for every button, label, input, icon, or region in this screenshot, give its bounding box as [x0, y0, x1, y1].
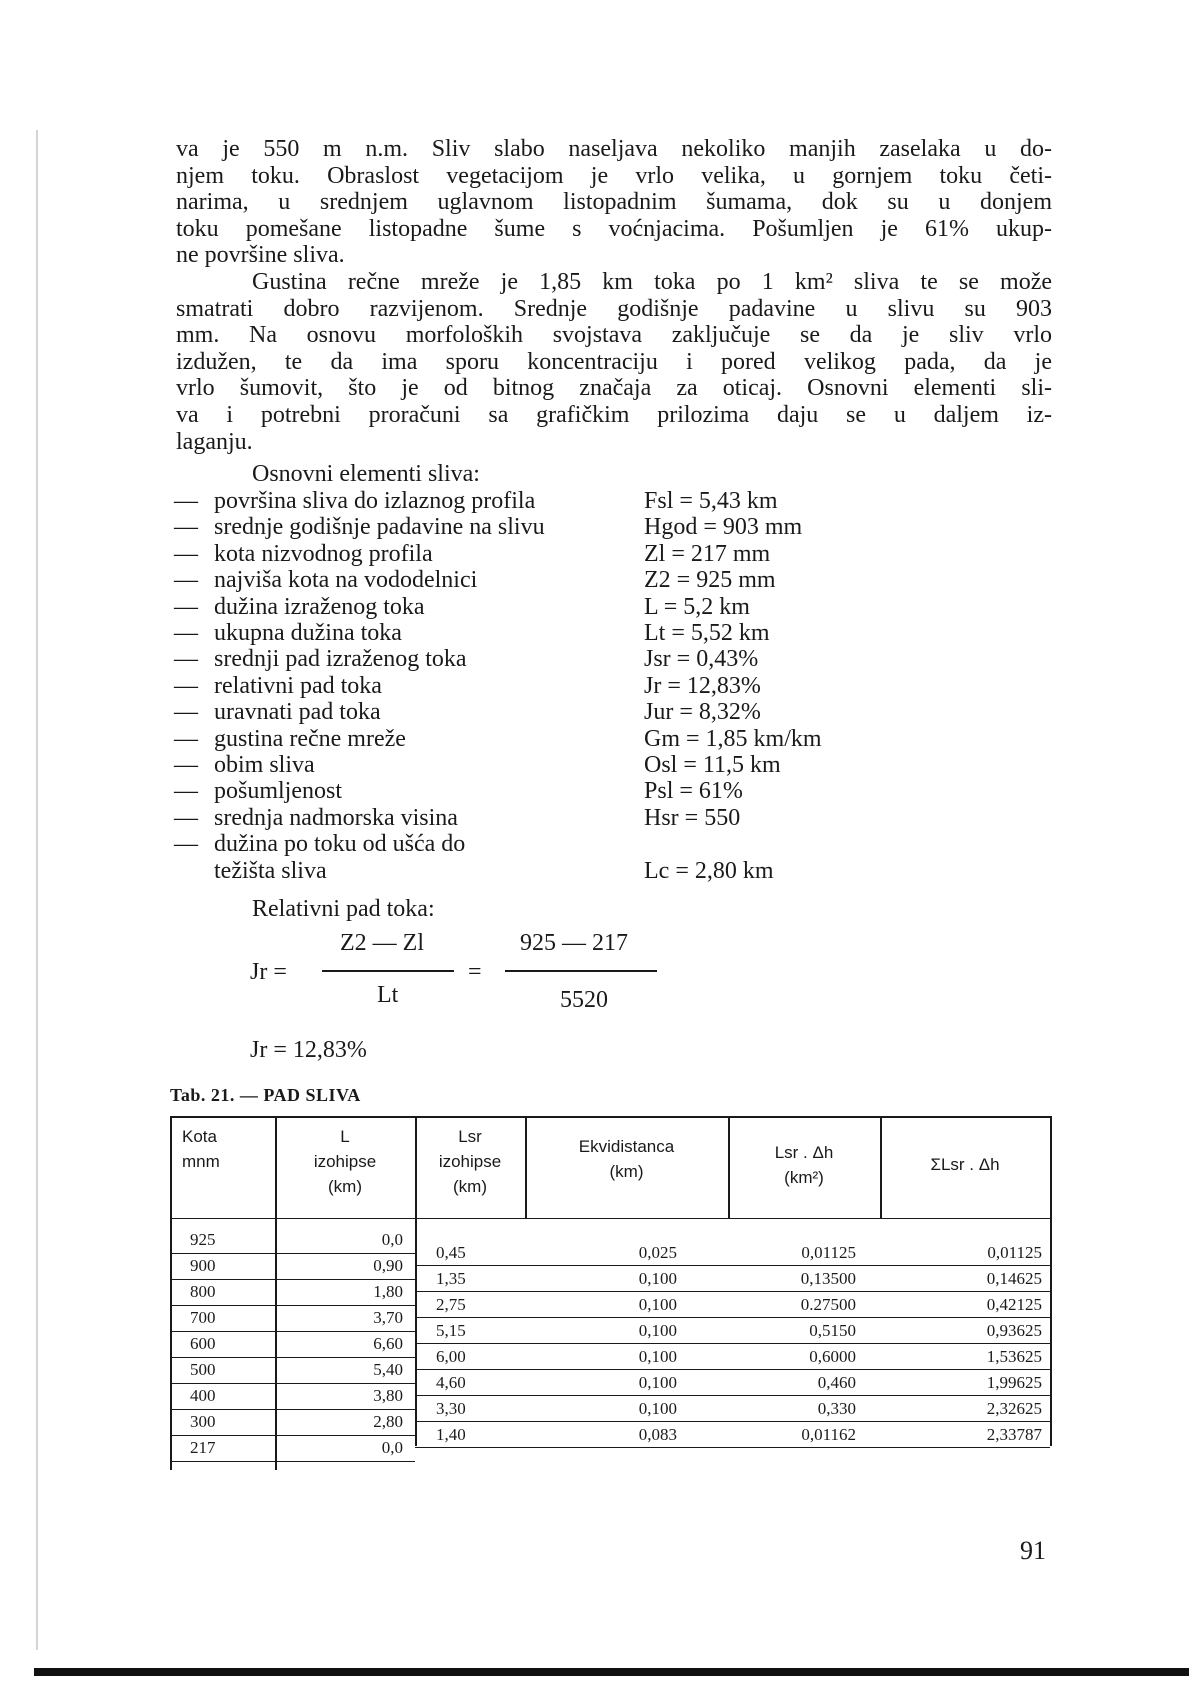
element-label: gustina rečne mreže: [214, 725, 406, 752]
sum-lsr-dh-cell: 0,14625: [986, 1269, 1042, 1288]
ekvidistanca-cell: 0,100: [638, 1269, 677, 1288]
text-line: toku pomešane listopadne šume s voćnjacima. Pošumljen je 61% ukup-: [176, 215, 1052, 242]
lsr-cell: 6,00: [436, 1347, 466, 1366]
dash-bullet: —: [174, 593, 198, 620]
element-value: Hsr = 550: [644, 804, 741, 831]
formula-result: Jr = 12,83%: [250, 1037, 367, 1063]
dash-bullet: —: [174, 646, 198, 673]
dash-bullet: —: [174, 699, 198, 726]
lsr-dh-cell: 0,330: [817, 1399, 856, 1418]
sum-lsr-dh-cell: 2,33787: [986, 1425, 1042, 1444]
page-number: 91: [1020, 1536, 1046, 1565]
col-border: [1050, 1116, 1052, 1446]
kota-cell: 800: [190, 1282, 216, 1301]
fraction-bar-1: [322, 970, 454, 972]
scan-edge-bar: [34, 1668, 1189, 1676]
kota-cell: 925: [190, 1230, 216, 1249]
element-value: Fsl = 5,43 km: [644, 488, 778, 514]
sum-lsr-dh-cell: 1,99625: [986, 1373, 1042, 1392]
element-value: Jsr = 0,43%: [644, 646, 759, 673]
lsr-cell: 2,75: [436, 1295, 466, 1314]
formula-heading: Relativni pad toka:: [252, 896, 435, 922]
sum-lsr-dh-cell: 2,32625: [986, 1399, 1042, 1418]
lsr-dh-cell: 0,460: [817, 1373, 856, 1392]
element-value: Jr = 12,83%: [644, 672, 761, 699]
kota-cell: 700: [190, 1308, 216, 1327]
element-item: [174, 673, 382, 699]
dash-bullet: —: [174, 514, 198, 541]
element-value: Lt = 5,52 km: [644, 620, 770, 646]
l-izohipse-cell: 3,70: [373, 1308, 403, 1327]
text-line: njem toku. Obraslost vegetacijom je vrlo velika, u gornjem toku četi-: [176, 162, 1052, 189]
l-izohipse-cell: 2,80: [373, 1412, 403, 1431]
sum-lsr-dh-cell: 1,53625: [986, 1347, 1042, 1366]
kota-cell: 900: [190, 1256, 216, 1275]
element-item: [174, 805, 458, 831]
row-border: [415, 1291, 1050, 1292]
text-line: ne površine sliva.: [176, 242, 345, 269]
formula-denominator-2: 5520: [560, 987, 608, 1013]
table-caption: Tab. 21. — PAD SLIVA: [170, 1085, 361, 1105]
lsr-cell: 0,45: [436, 1243, 466, 1262]
formula-numerator-1: Z2 — Zl: [340, 930, 424, 956]
kota-cell: 500: [190, 1360, 216, 1379]
l-izohipse-cell: 0,90: [373, 1256, 403, 1275]
lsr-dh-cell: 0.27500: [800, 1295, 856, 1314]
element-item: [174, 646, 467, 672]
element-value: Osl = 11,5 km: [644, 752, 781, 778]
lsr-cell: 4,60: [436, 1373, 466, 1392]
text-line: laganju.: [176, 428, 253, 455]
element-label: površina sliva do izlaznog profila: [214, 488, 536, 514]
formula-denominator-1: Lt: [377, 982, 399, 1008]
element-label: uravnati pad toka: [214, 699, 381, 726]
ekvidistanca-cell: 0,100: [638, 1399, 677, 1418]
table-header-cell: (km): [609, 1162, 644, 1181]
table-header-cell: (km): [328, 1177, 362, 1196]
element-item: [174, 778, 342, 804]
element-label: obim sliva: [214, 752, 315, 778]
kota-cell: 400: [190, 1386, 216, 1405]
table-header-cell: L: [340, 1127, 350, 1146]
kota-cell: 600: [190, 1334, 216, 1353]
elements-heading: Osnovni elementi sliva:: [252, 461, 480, 487]
lsr-dh-cell: 0,01125: [801, 1243, 856, 1262]
element-item: [174, 488, 535, 514]
table-header-cell: Lsr: [458, 1127, 482, 1146]
element-label-continuation: težišta sliva: [214, 857, 327, 884]
text-line: va i potrebni proračuni sa grafičkim prilozima daju se u daljem iz-: [176, 401, 1052, 428]
text-line: narima, u srednjem uglavnom listopadnim šumama, dok su u donjem: [176, 189, 1052, 216]
intro-paragraph: [176, 136, 1052, 269]
sum-lsr-dh-cell: 0,01125: [987, 1243, 1042, 1262]
lsr-cell: 3,30: [436, 1399, 466, 1418]
dash-bullet: —: [174, 778, 198, 805]
dash-bullet: —: [174, 752, 198, 778]
lsr-dh-cell: 0,13500: [800, 1269, 856, 1288]
dash-bullet: —: [174, 567, 198, 594]
element-label: srednje godišnje padavine na slivu: [214, 514, 545, 541]
ekvidistanca-cell: 0,100: [638, 1295, 677, 1314]
dash-bullet: —: [174, 804, 198, 831]
row-border: [415, 1369, 1050, 1370]
table-header-cell: ΣLsr . Δh: [930, 1155, 1000, 1174]
element-item: [174, 620, 402, 646]
text-line: Gustina rečne mreže je 1,85 km toka po 1 km² sliva te se može: [252, 269, 1052, 295]
margin-artifact: [36, 130, 38, 1650]
ekvidistanca-cell: 0,100: [638, 1347, 677, 1366]
element-label: srednji pad izraženog toka: [214, 646, 467, 673]
l-izohipse-cell: 3,80: [373, 1386, 403, 1405]
kota-cell: 300: [190, 1412, 216, 1431]
sum-lsr-dh-cell: 0,42125: [986, 1295, 1042, 1314]
table-header-cell: izohipse: [313, 1152, 377, 1171]
row-border: [415, 1395, 1050, 1396]
element-item: [174, 541, 433, 567]
element-value: Jur = 8,32%: [644, 699, 761, 726]
formula-equals: =: [468, 959, 482, 985]
element-item: [174, 514, 545, 540]
dash-bullet: —: [174, 540, 198, 567]
text-line: vrlo šumovit, što je od bitnog značaja za oticaj. Osnovni elementi sli-: [176, 375, 1052, 402]
ekvidistanca-cell: 0,100: [638, 1321, 677, 1340]
l-izohipse-cell: 1,80: [373, 1282, 403, 1301]
dash-bullet: —: [174, 620, 198, 646]
ekvidistanca-cell: 0,083: [638, 1425, 677, 1444]
table-header-cell: izohipse: [438, 1152, 502, 1171]
element-value: Gm = 1,85 km/km: [644, 725, 822, 752]
l-izohipse-cell: 6,60: [373, 1334, 403, 1353]
dash-bullet: —: [174, 488, 198, 514]
element-value: Zl = 217 mm: [644, 540, 771, 567]
element-label: najviša kota na vododelnici: [214, 567, 478, 594]
row-border: [415, 1421, 1050, 1422]
lsr-cell: 1,40: [436, 1425, 466, 1444]
table-header-cell: Kota: [182, 1127, 217, 1146]
lsr-dh-cell: 0,5150: [809, 1321, 856, 1340]
table-header-cell: mnm: [182, 1152, 220, 1171]
table-header-cell: Lsr . Δh: [774, 1143, 834, 1162]
ekvidistanca-cell: 0,025: [638, 1243, 677, 1262]
element-item: [174, 831, 465, 857]
row-border: [170, 1461, 415, 1462]
element-label: kota nizvodnog profila: [214, 540, 433, 567]
lsr-cell: 5,15: [436, 1321, 466, 1340]
element-label: dužina izraženog toka: [214, 593, 425, 620]
element-value: Lc = 2,80 km: [644, 857, 774, 884]
element-item: [174, 594, 425, 620]
element-item: [174, 567, 477, 593]
element-item: [174, 699, 381, 725]
fraction-bar-2: [505, 970, 657, 972]
element-value: L = 5,2 km: [644, 593, 750, 620]
dash-bullet: —: [174, 672, 198, 699]
l-izohipse-cell: 0,0: [381, 1438, 403, 1457]
sum-lsr-dh-cell: 0,93625: [986, 1321, 1042, 1340]
dash-bullet: —: [174, 725, 198, 752]
second-paragraph: [176, 269, 1052, 455]
table-header-cell: (km): [453, 1177, 487, 1196]
formula-numerator-2: 925 — 217: [520, 930, 628, 956]
table-header-cell: Ekvidistanca: [578, 1137, 675, 1156]
l-izohipse-cell: 0,0: [381, 1230, 403, 1249]
element-label: srednja nadmorska visina: [214, 804, 458, 831]
lsr-dh-cell: 0,6000: [809, 1347, 856, 1366]
element-label: dužina po toku od ušća do: [214, 831, 466, 858]
text-line: izdužen, te da ima sporu koncentraciju i pored velikog pada, da je: [176, 348, 1052, 375]
text-line: va je 550 m n.m. Sliv slabo naseljava nekoliko manjih zaselaka u do-: [176, 136, 1052, 162]
kota-cell: 217: [190, 1438, 216, 1457]
row-border: [415, 1447, 1050, 1448]
l-izohipse-cell: 5,40: [373, 1360, 403, 1379]
row-border: [415, 1265, 1050, 1266]
lsr-dh-cell: 0,01162: [801, 1425, 856, 1444]
element-label: pošumljenost: [214, 778, 343, 805]
table-top-border: [170, 1116, 1050, 1118]
lsr-cell: 1,35: [436, 1269, 466, 1288]
row-border: [415, 1317, 1050, 1318]
table-header-cell: (km²): [784, 1168, 824, 1187]
text-line: mm. Na osnovu morfoloških svojstava zaključuje se da je sliv vrlo: [176, 322, 1052, 349]
row-border: [415, 1343, 1050, 1344]
ekvidistanca-cell: 0,100: [638, 1373, 677, 1392]
table-header-border: [170, 1218, 1050, 1219]
formula-lhs: Jr =: [250, 959, 287, 985]
dash-bullet: —: [174, 831, 198, 858]
element-value: Z2 = 925 mm: [644, 567, 776, 594]
element-value: Hgod = 903 mm: [644, 514, 803, 541]
element-item: [174, 752, 315, 778]
element-label: ukupna dužina toka: [214, 620, 402, 646]
element-label: relativni pad toka: [214, 672, 382, 699]
text-line: smatrati dobro razvijenom. Srednje godišnje padavine u slivu su 903: [176, 295, 1052, 322]
element-item: [174, 726, 406, 752]
element-value: Psl = 61%: [644, 778, 743, 805]
col-border: [170, 1116, 172, 1470]
